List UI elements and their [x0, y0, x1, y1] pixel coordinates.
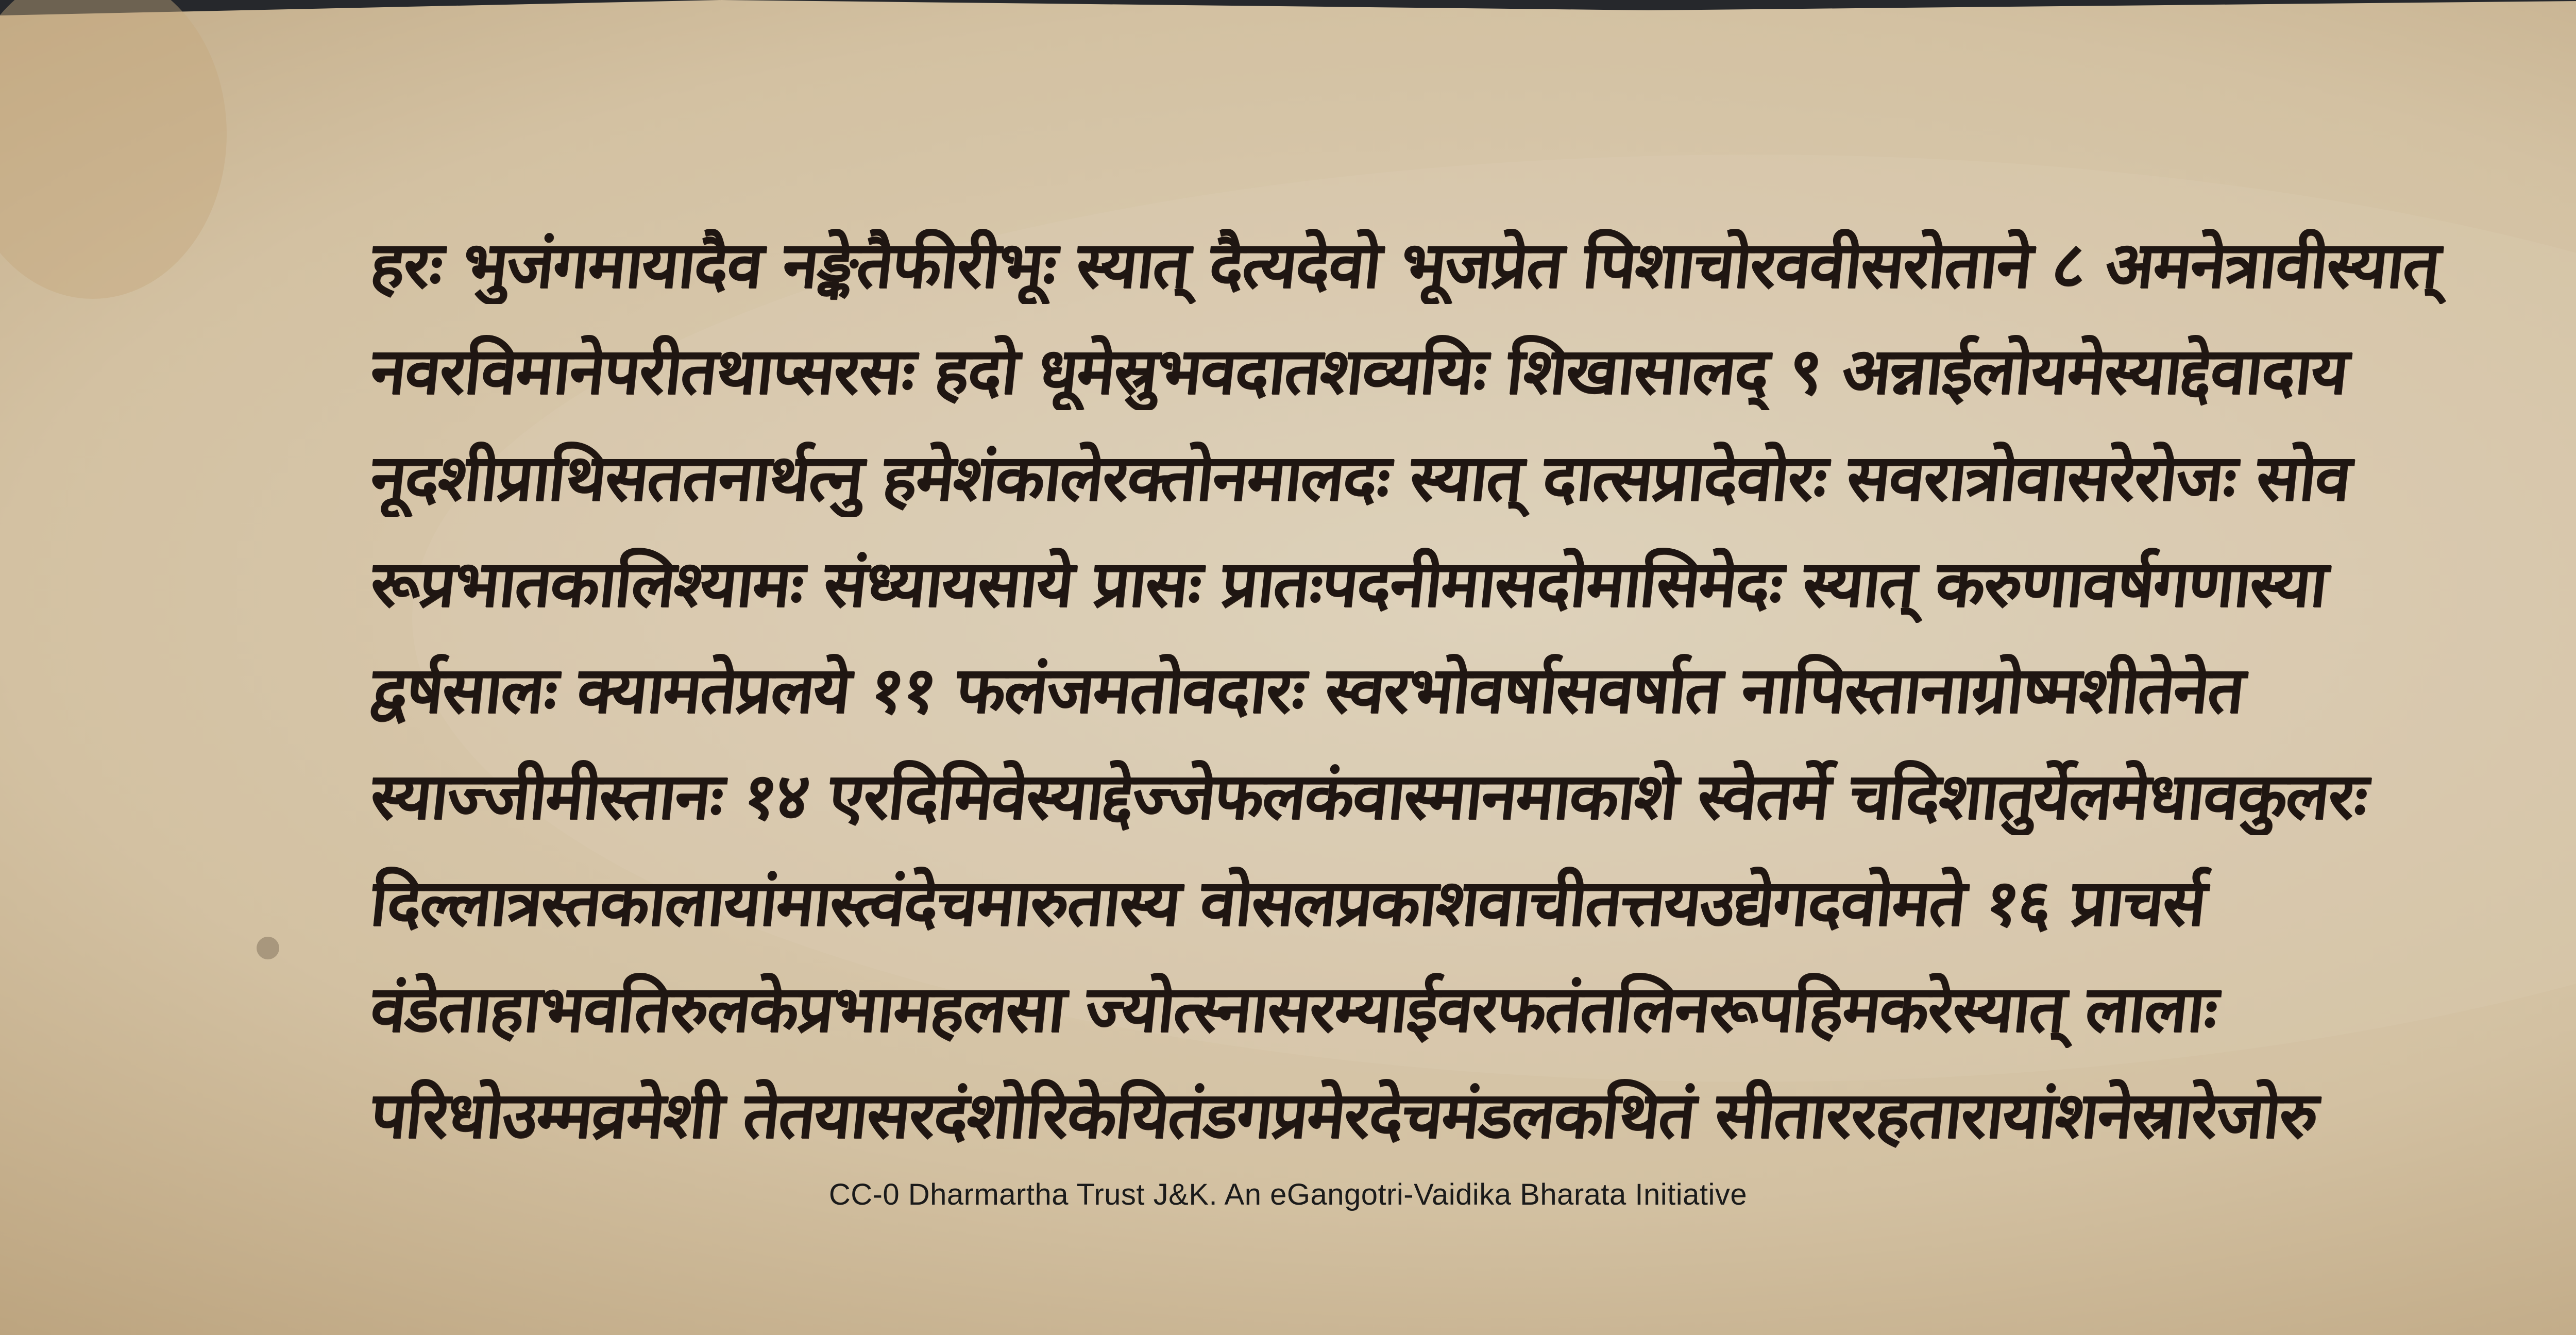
manuscript-line: नवरविमानेपरीतथाप्सरसः हदो धूमेस्रुभवदातशव्ययिः शिखासालद् ९ अन्नाईलोयमेस्याद्देवादाय	[367, 334, 2351, 409]
manuscript-text-block	[367, 227, 2576, 1154]
ink-speck	[257, 937, 279, 959]
manuscript-line: स्याज्जीमीस्तानः १४ एरदिमिवेस्याद्देज्जेफलकंवास्मानमाकाशे स्वेतर्मे चदिशातुर्येलमेधावकुलरः	[367, 759, 2370, 834]
manuscript-line: दिल्लात्रस्तकालायांमास्त्वंदेचमारुतास्य वोसलप्रकाशवाचीतत्तयउद्येगदवोमते १६ प्राचर्स	[367, 866, 2209, 940]
manuscript-line: द्वर्षसालः क्यामतेप्रलये ११ फलंजमतोवदारः स्वरभोवर्षासवर्षात नापिस्तानाग्रोष्मशीतेनेत	[367, 653, 2248, 728]
archive-credit: CC-0 Dharmartha Trust J&K. An eGangotri-Vaidika Bharata Initiative	[828, 1178, 1748, 1211]
manuscript-line: हरः भुजंगमायादैव नङ्केतैफीरीभूः स्यात् दैत्यदेवो भूजप्रेत पिशाचोरववीसरोताने ८ अमनेत्रावीस्यात्	[367, 228, 2443, 302]
manuscript-line: रूप्रभातकालिश्यामः संध्यायसाये प्रासः प्रातःपदनीमासदोमासिमेदः स्यात् करुणावर्षगणास्या	[367, 547, 2331, 621]
manuscript-line: वंडेताहाभवतिरुलकेप्रभामहलसा ज्योत्स्नासरम्याईवरफतंतलिनरूपहिमकरेस्यात् लालाः	[367, 972, 2221, 1046]
manuscript-line: परिधोउम्मव्रमेशी तेतयासरदंशोरिकेयितंडगप्रमेरदेचमंडलकथितं सीताररहतारायांशनेस्रारेजोरु	[367, 1078, 2321, 1153]
manuscript-line: नूदशीप्राथिसततनार्थत्नु हमेशंकालेरक्तोनमालदः स्यात् दात्सप्रादेवोरः सवरात्रोवासरेरोजः सोव	[367, 441, 2354, 515]
